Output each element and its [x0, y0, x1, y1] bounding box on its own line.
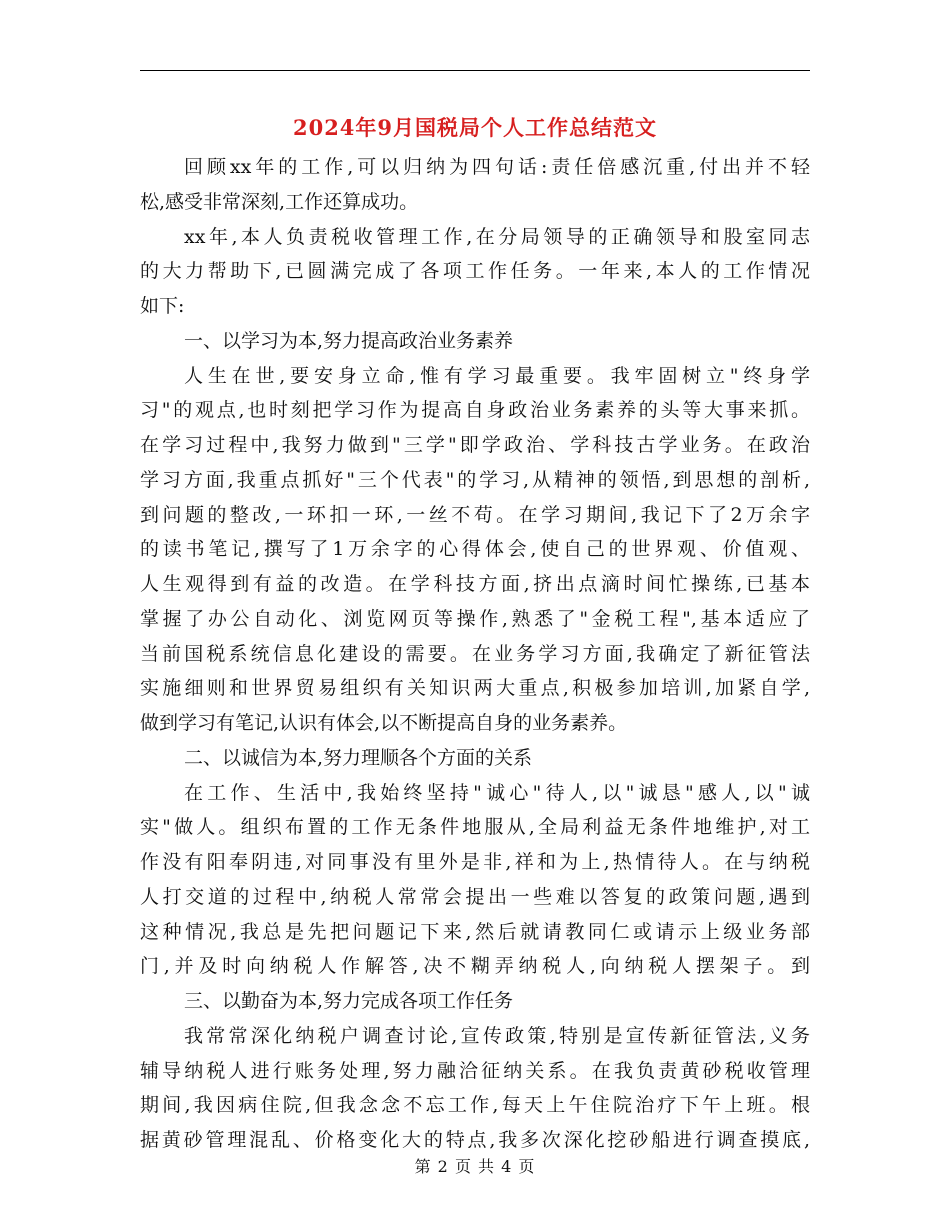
text-line: 如下: — [140, 295, 185, 317]
text-line: 我常常深化纳税户调查讨论,宣传政策,特别是宣传新征管法,义务 — [184, 1024, 810, 1047]
text-line: 人生观得到有益的改造。在学科技方面,挤出点滴时间忙操练,已基本 — [140, 573, 810, 595]
text-line: 期间,我因病住院,但我念念不忘工作,每天上午住院治疗下午上班。根 — [140, 1094, 810, 1117]
page-footer: 第 2 页 共 4 页 — [414, 1157, 536, 1176]
text-line: 掌握了办公自动化、浏览网页等操作,熟悉了"金税工程",基本适应了 — [140, 607, 810, 630]
text-line: xx年,本人负责税收管理工作,在分局领导的正确领导和股室同志 — [184, 225, 810, 248]
text-line: 据黄砂管理混乱、价格变化大的特点,我多次深化挖砂船进行调查摸底, — [140, 1129, 810, 1151]
section-heading: 一、以学习为本,努力提高政治业务素养 — [184, 329, 514, 352]
text-line: 门,并及时向纳税人作解答,决不糊弄纳税人,向纳税人摆架子。到 — [140, 955, 810, 978]
section-heading: 三、以勤奋为本,努力完成各项工作任务 — [184, 990, 514, 1012]
document-title: 2024年9月国税局个人工作总结范文 — [292, 115, 658, 140]
text-line: 人打交道的过程中,纳税人常常会提出一些难以答复的政策问题,遇到 — [140, 885, 810, 908]
header-rule — [140, 70, 810, 71]
text-line: 的大力帮助下,已圆满完成了各项工作任务。一年来,本人的工作情况 — [140, 260, 810, 283]
text-line: 这种情况,我总是先把问题记下来,然后就请教同仁或请示上级业务部 — [140, 920, 810, 943]
text-line: 习"的观点,也时刻把学习作为提高自身政治业务素养的头等大事来抓。 — [140, 399, 810, 422]
text-line: 当前国税系统信息化建设的需要。在业务学习方面,我确定了新征管法 — [140, 642, 810, 665]
text-line: 学习方面,我重点抓好"三个代表"的学习,从精神的领悟,到思想的剖析, — [140, 468, 810, 491]
text-line: 辅导纳税人进行账务处理,努力融洽征纳关系。在我负责黄砂税收管理 — [140, 1059, 810, 1082]
text-line: 到问题的整改,一环扣一环,一丝不苟。在学习期间,我记下了2万余字 — [140, 503, 810, 526]
text-line: 回顾xx年的工作,可以归纳为四句话:责任倍感沉重,付出并不轻 — [184, 156, 810, 178]
text-line: 在学习过程中,我努力做到"三学"即学政治、学科技古学业务。在政治 — [140, 434, 810, 456]
text-line: 实"做人。组织布置的工作无条件地服从,全局利益无条件地维护,对工 — [140, 816, 810, 839]
text-line: 实施细则和世界贸易组织有关知识两大重点,积极参加培训,加紧自学, — [140, 677, 810, 700]
text-line: 作没有阳奉阴违,对同事没有里外是非,祥和为上,热情待人。在与纳税 — [140, 851, 810, 873]
text-line: 的读书笔记,撰写了1万余字的心得体会,使自己的世界观、价值观、 — [140, 538, 810, 561]
section-heading: 二、以诚信为本,努力理顺各个方面的关系 — [184, 746, 533, 769]
text-line: 在工作、生活中,我始终坚持"诚心"待人,以"诚恳"感人,以"诚 — [184, 781, 810, 804]
document-body — [140, 150, 810, 1158]
text-line: 松,感受非常深刻,工作还算成功。 — [140, 190, 419, 213]
text-line: 做到学习有笔记,认识有体会,以不断提高自身的业务素养。 — [140, 712, 628, 734]
text-line: 人生在世,要安身立命,惟有学习最重要。我牢固树立"终身学 — [184, 364, 810, 387]
